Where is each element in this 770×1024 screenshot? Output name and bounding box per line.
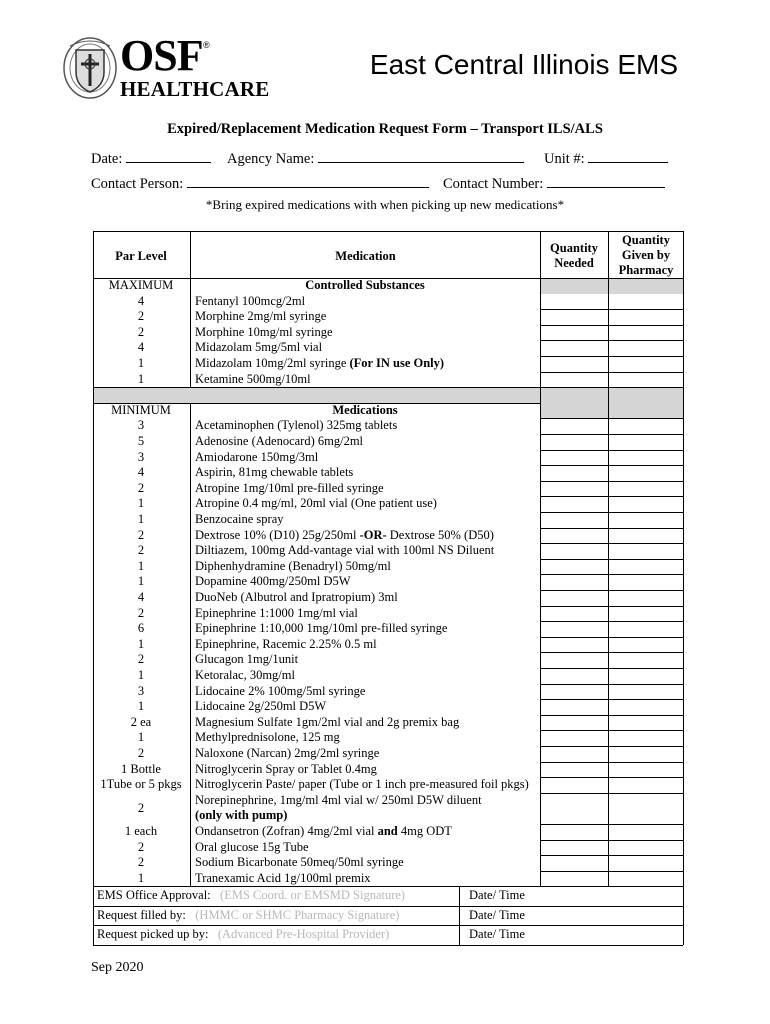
medication-name: Nitroglycerin Paste/ paper (Tube or 1 inch pre-measured foil pkgs) [195,777,529,792]
signature-label: Request picked up by: [97,927,209,942]
medication-name: Benzocaine spray [195,512,284,526]
par-level-cell: 1 [137,574,145,589]
medication-cell [195,434,363,450]
date-blank[interactable] [126,149,211,163]
col-divider-par [190,403,191,887]
signature-cell[interactable] [97,888,405,904]
medication-cell [195,465,353,481]
medication-cell [195,481,384,497]
header-qty-given [609,233,683,278]
medication-cell [195,637,377,653]
par-level-cell: 1 [137,668,145,682]
par-level-cell: 2 [137,839,145,854]
row-divider [540,496,683,497]
par-level-cell: 2 [137,309,145,324]
medication-name: Diphenhydramine (Benadryl) 50mg/ml [195,558,391,573]
par-level-cell: 1 [137,371,145,386]
header-qty-needed-line2: Needed [554,256,594,270]
row-divider [540,512,683,513]
row-divider [540,824,683,825]
medication-name: Nitroglycerin Spray or Tablet 0.4mg [195,761,377,776]
form-title: Expired/Replacement Medication Request Form – Transport ILS/ALS [167,121,603,137]
medication-cell [195,824,452,840]
header-qty-given-line2: Given by [621,248,671,262]
medication-name: Tranexamic Acid 1g/100ml premix [195,870,371,885]
par-level-cell: 2 [137,800,145,815]
row-divider [540,746,683,747]
contact-person-label: Contact Person: [91,176,184,192]
medication-cell [195,574,351,590]
medication-table [93,231,683,941]
col-divider-par [190,231,191,387]
header-qty-given-line1: Quantity [622,233,670,247]
medication-cell [195,699,326,715]
medication-name: Norepinephrine, 1mg/ml 4ml vial w/ 250ml D5W diluent [195,792,482,807]
row-divider [540,340,683,341]
par-level-cell: 3 [137,418,145,433]
row-divider [540,418,683,419]
par-level-cell: 4 [137,465,145,480]
medication-cell [195,325,333,341]
medication-name: Adenosine (Adenocard) 6mg/2ml [195,434,364,448]
row-divider [540,652,683,653]
medication-cell [195,715,459,731]
medication-name: Epinephrine 1:1000 1mg/ml vial [195,605,358,620]
section-title-controlled: Controlled Substances [305,278,425,292]
row-divider [93,387,683,388]
unit-label: Unit #: [544,151,585,167]
medication-emphasis: and [377,824,398,838]
medication-name: Lidocaine 2% 100mg/5ml syringe [195,683,366,698]
table-left-border [93,231,94,945]
agency-blank[interactable] [318,149,524,163]
par-level-cell: 3 [137,683,145,698]
signature-label: Request filled by: [97,907,186,922]
medication-name: Ketamine 500mg/10ml [195,371,311,386]
par-level-cell: 2 [137,652,145,667]
header-bottom-border [93,278,683,279]
qty-shade-controlled [540,278,683,294]
medication-cell [195,309,326,325]
section-separator [93,387,683,403]
signature-hint: (EMS Coord. or EMSMD Signature) [220,888,406,903]
row-divider [540,372,683,373]
registered-mark: ® [203,40,210,50]
organization-title: East Central Illinois EMS [369,49,678,80]
medication-name: Midazolam 5mg/5ml vial [195,340,323,355]
header-medication: Medication [335,249,396,263]
row-divider [540,543,683,544]
medication-emphasis: -OR- [359,527,387,542]
col-divider-signature [459,886,460,945]
par-level-cell: 2 [137,605,145,620]
medication-cell [195,450,318,466]
col-divider-med [540,231,541,886]
medication-cell [195,559,391,575]
par-level-cell: 2 [137,480,145,495]
par-level-cell: 1 each [124,824,158,838]
row-divider [540,668,683,669]
section-par-label: MAXIMUM [108,278,174,292]
contact-number-blank[interactable] [547,174,665,188]
date-time-label[interactable]: Date/ Time [469,907,525,922]
date-time-label[interactable]: Date/ Time [469,927,525,942]
par-level-cell: 1 [137,512,145,526]
row-divider [540,762,683,763]
medication-name: Magnesium Sulfate 1gm/2ml vial and 2g premix bag [195,714,460,729]
row-divider [540,309,683,310]
medication-name: Ketoralac, 30mg/ml [195,668,295,682]
medication-cell [195,606,358,622]
contact-number-label: Contact Number: [443,176,544,192]
medication-note: (For IN use Only) [349,356,445,370]
medication-note: (only with pump) [195,808,288,823]
par-level-cell: 2 [137,543,145,558]
par-level-cell: 2 [137,855,145,870]
signature-hint: (Advanced Pre-Hospital Provider) [217,927,390,942]
signature-label: EMS Office Approval: [97,888,211,903]
date-time-label[interactable]: Date/ Time [469,888,525,903]
par-level-cell: 2 [137,324,145,339]
medication-name: Naloxone (Narcan) 2mg/2ml syringe [195,746,380,760]
row-divider [540,855,683,856]
medication-cell [195,340,322,356]
row-divider [540,528,683,529]
medication-cell [195,746,379,762]
row-divider [540,559,683,560]
medication-cell [195,621,447,637]
revision-date: Sep 2020 [91,960,144,975]
signature-cell[interactable] [97,908,399,924]
contact-person-line [91,174,429,193]
medication-name: Epinephrine 1:10,000 1mg/10ml pre-filled syringe [195,621,448,636]
par-level-cell: 1 Bottle [121,761,161,776]
par-level-cell: 4 [137,293,145,308]
logo-subtitle: HEALTHCARE [120,77,270,101]
medication-cell [195,528,494,544]
medication-cell [195,730,340,746]
osf-logo [62,31,270,106]
par-level-cell: 2 [137,527,145,542]
medication-name: Aspirin, 81mg chewable tablets [195,465,354,480]
unit-blank[interactable] [588,149,668,163]
date-field-line [91,149,211,168]
row-divider [540,777,683,778]
par-level-cell: 1 [137,558,145,573]
par-level-cell: 1 [137,356,145,370]
par-level-cell: 1 [137,636,145,651]
medication-cell [195,356,444,372]
logo-wordmark: OSF [120,31,203,80]
par-level-cell: 6 [137,621,145,636]
row-divider [93,906,683,907]
row-divider [540,450,683,451]
header-qty-needed-line1: Quantity [550,241,598,255]
medication-cell [195,543,494,559]
medication-cell [195,652,298,668]
agency-label: Agency Name: [227,151,315,167]
medication-name: Dopamine 400mg/250ml D5W [195,574,351,589]
date-label: Date: [91,151,123,167]
row-divider [540,637,683,638]
row-divider [540,481,683,482]
medication-cell [195,840,309,856]
shield-seal-icon [62,36,118,100]
medication-name: Lidocaine 2g/250ml D5W [195,699,327,714]
medication-cell [195,684,365,700]
medication-name: Sodium Bicarbonate 50meq/50ml syringe [195,855,404,870]
medication-cell [195,512,284,528]
medication-name-continued: Dextrose 50% (D50) [389,527,494,542]
medication-name: Methylprednisolone, 125 mg [195,730,340,745]
signature-hint: (HMMC or SHMC Pharmacy Signature) [195,907,400,922]
medication-cell [195,793,482,824]
table-right-border [683,231,684,945]
medication-name: Atropine 0.4 mg/ml, 20ml vial (One patient use) [195,496,437,511]
par-level-cell: 2 ea [130,714,152,729]
medication-cell [195,294,305,310]
row-divider [540,730,683,731]
row-divider [540,840,683,841]
row-divider [540,590,683,591]
header-par-level: Par Level [115,249,167,263]
row-divider [540,715,683,716]
medication-name: Morphine 10mg/ml syringe [195,324,333,339]
medication-name: Atropine 1mg/10ml pre-filled syringe [195,480,384,495]
par-level-cell: 1 [137,699,145,714]
row-divider [93,925,683,926]
par-level-cell: 3 [137,449,145,464]
table-bottom-border [93,945,683,946]
par-level-cell: 5 [137,434,145,448]
header-qty-needed [541,241,607,271]
par-level-cell: 1Tube or 5 pkgs [100,777,182,792]
contact-number-line [443,174,665,193]
section-title-medications: Medications [332,402,398,417]
table-top-border [93,231,683,232]
row-divider [540,465,683,466]
medication-cell [195,871,371,887]
unit-field-line [544,149,668,168]
medication-name: DuoNeb (Albutrol and Ipratropium) 3ml [195,590,398,604]
medication-name: Acetaminophen (Tylenol) 325mg tablets [195,418,398,433]
medication-cell [195,668,295,684]
medication-name: Diltiazem, 100mg Add-vantage vial with 100ml NS Diluent [195,543,495,558]
medication-name: Epinephrine, Racemic 2.25% 0.5 ml [195,636,377,651]
medication-name-continued: 4mg ODT [400,824,452,838]
medication-name: Glucagon 1mg/1unit [195,652,299,667]
medication-name: Ondansetron (Zofran) 4mg/2ml vial [195,824,375,838]
medication-cell [195,855,404,871]
par-level-cell: 1 [137,730,145,745]
row-divider [540,621,683,622]
row-divider [540,871,683,872]
medication-cell [195,418,397,434]
row-divider [540,684,683,685]
signature-cell[interactable] [97,927,389,943]
row-divider [540,606,683,607]
medication-cell [195,496,437,512]
medication-name: Midazolam 10mg/2ml syringe [195,356,347,370]
par-level-cell: 4 [137,340,145,355]
row-divider [540,325,683,326]
row-divider [93,886,683,887]
par-level-cell: 4 [137,590,145,604]
medication-name: Oral glucose 15g Tube [195,839,309,854]
medication-cell [195,777,529,793]
medication-cell [195,762,377,778]
par-level-cell: 1 [137,496,145,511]
par-level-cell: 2 [137,746,145,760]
medication-name: Morphine 2mg/ml syringe [195,309,327,324]
row-divider [540,574,683,575]
medication-name: Dextrose 10% (D10) 25g/250ml [195,527,357,542]
row-divider [540,434,683,435]
par-level-cell: 1 [137,870,145,885]
agency-field-line [227,149,524,168]
qty-shade-medications [540,403,683,419]
col-divider-qty [608,231,609,886]
section-par-label: MINIMUM [111,402,171,417]
medication-cell [195,590,398,606]
row-divider [540,699,683,700]
header-qty-given-line3: Pharmacy [618,263,674,277]
instruction-note: *Bring expired medications with when picking up new medications* [205,197,565,212]
medication-name: Amiodarone 150mg/3ml [195,449,319,464]
contact-person-blank[interactable] [187,174,429,188]
row-divider [540,356,683,357]
medication-cell [195,372,311,388]
medication-name: Fentanyl 100mcg/2ml [195,293,306,308]
row-divider [540,793,683,794]
